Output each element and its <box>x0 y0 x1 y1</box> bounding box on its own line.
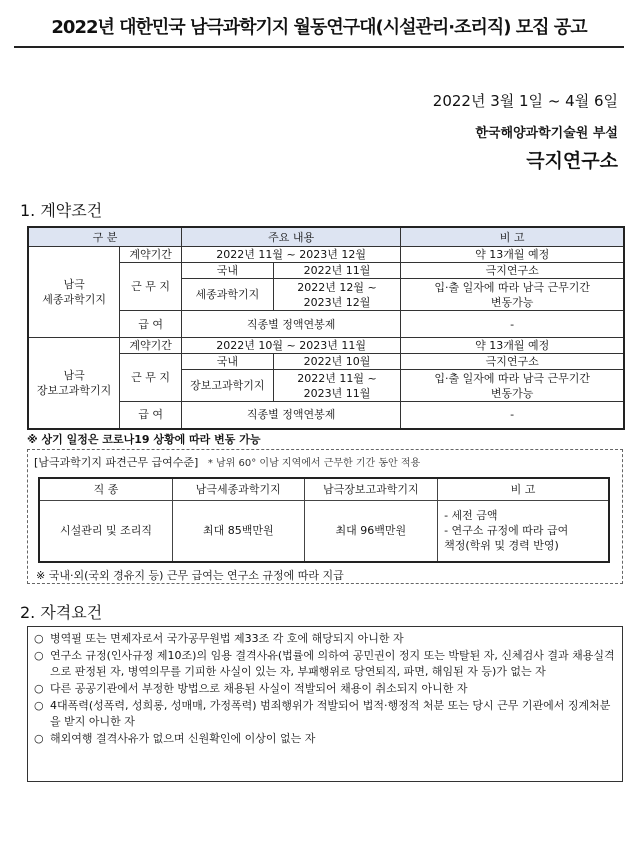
jangbogo-base-label: 남극 장보고과학기지 <box>28 338 120 429</box>
period-value: 2022년 10월 ~ 2023년 11월 <box>181 338 400 354</box>
pay-note: - <box>401 311 624 338</box>
header-job: 직 종 <box>39 478 173 500</box>
header-remarks: 비 고 <box>438 478 609 500</box>
table-header-row <box>28 227 624 247</box>
header-category: 구 분 <box>28 227 181 247</box>
requirement-text: 해외여행 결격사유가 없으며 신원확인에 이상이 없는 자 <box>50 732 316 745</box>
list-item <box>34 648 616 680</box>
list-item <box>34 631 616 647</box>
announcement-date: 2022년 3월 1일 ~ 4월 6일 <box>432 92 618 110</box>
list-item <box>34 731 616 747</box>
salary-box <box>27 449 623 584</box>
schedule-note: ※ 상기 일정은 코로나19 상황에 따라 변동 가능 <box>27 433 261 446</box>
requirement-text: 연구소 규정(인사규정 제10조)의 임용 결격사유(법률에 의하여 공민권이 정지 또는 박탈된 자, 신체검사 결과 채용실격으로 판정된 자, 병역의무를 기피한 사실이 있는 자, 부패행위로 당연퇴직, 파면, 해임된 자 등)가 없는 자 <box>50 649 615 678</box>
section-contract-heading: 1. 계약조건 <box>20 201 103 220</box>
salary-footer-note: ※ 국내·외(국외 경유지 등) 근무 급여는 연구소 규정에 따라 지급 <box>36 569 344 582</box>
base-label: 장보고과학기지 <box>181 370 273 402</box>
requirement-text: 다른 공공기관에서 부정한 방법으로 채용된 사실이 적발되어 채용이 취소되지 아니한 자 <box>50 682 468 695</box>
place-note-domestic: 극지연구소 <box>401 263 624 279</box>
bullet-icon: ○ <box>34 632 44 645</box>
domestic-value: 2022년 11월 <box>273 263 401 279</box>
salary-table <box>38 477 610 563</box>
pay-value: 직종별 정액연봉제 <box>181 402 400 429</box>
section-qualification-heading: 2. 자격요건 <box>20 603 103 622</box>
bullet-icon: ○ <box>34 682 44 695</box>
place-note-base: 입·출 일자에 따라 남극 근무기간 변동가능 <box>401 279 624 311</box>
base-value: 2022년 12월 ~ 2023년 12월 <box>273 279 401 311</box>
period-value: 2022년 11월 ~ 2023년 12월 <box>181 247 400 263</box>
salary-heading-note: * 남위 60° 이남 지역에서 근무한 기간 동안 적용 <box>207 458 421 469</box>
list-item <box>34 698 616 730</box>
pay-value: 직종별 정액연봉제 <box>181 311 400 338</box>
domestic-label: 국내 <box>181 354 273 370</box>
salary-heading <box>34 454 420 470</box>
institute-name: 극지연구소 <box>526 150 618 172</box>
page-title: 2022년 대한민국 남극과학기지 월동연구대(시설관리·조리직) 모집 공고 <box>14 10 624 48</box>
domestic-label: 국내 <box>181 263 273 279</box>
bullet-icon: ○ <box>34 649 44 662</box>
period-label: 계약기간 <box>120 338 182 354</box>
remark-regulation: - 연구소 규정에 따라 급여 책정(학위 및 경력 반영) <box>444 524 569 553</box>
base-value: 2022년 11월 ~ 2023년 11월 <box>273 370 401 402</box>
contract-table <box>27 226 625 430</box>
header-remarks: 비 고 <box>401 227 624 247</box>
place-note-base: 입·출 일자에 따라 남극 근무기간 변동가능 <box>401 370 624 402</box>
place-note-domestic: 극지연구소 <box>401 354 624 370</box>
period-note: 약 13개월 예정 <box>401 338 624 354</box>
remark-pretax: - 세전 금액 <box>444 509 498 523</box>
job-type: 시설관리 및 조리직 <box>39 500 173 562</box>
base-label: 세종과학기지 <box>181 279 273 311</box>
place-label: 근 무 지 <box>120 354 182 402</box>
salary-heading-text: [남극과학기지 파견근무 급여수준] <box>34 456 199 469</box>
period-label: 계약기간 <box>120 247 182 263</box>
requirements-box <box>27 626 623 782</box>
place-label: 근 무 지 <box>120 263 182 311</box>
bullet-icon: ○ <box>34 732 44 745</box>
pay-note: - <box>401 402 624 429</box>
pay-label: 급 여 <box>120 311 182 338</box>
period-note: 약 13개월 예정 <box>401 247 624 263</box>
sejong-pay: 최대 85백만원 <box>173 500 305 562</box>
list-item <box>34 681 616 697</box>
header-content: 주요 내용 <box>181 227 400 247</box>
sejong-base-label: 남극 세종과학기지 <box>28 247 120 338</box>
salary-remarks <box>438 500 609 562</box>
header-sejong: 남극세종과학기지 <box>173 478 305 500</box>
header-jangbogo: 남극장보고과학기지 <box>304 478 438 500</box>
pay-label: 급 여 <box>120 402 182 429</box>
domestic-value: 2022년 10월 <box>273 354 401 370</box>
jangbogo-pay: 최대 96백만원 <box>304 500 438 562</box>
organization: 한국해양과학기술원 부설 <box>475 126 618 141</box>
requirement-text: 4대폭력(성폭력, 성희롱, 성매매, 가정폭력) 범죄행위가 적발되어 법적·행정적 처분 또는 당시 근무 기관에서 징계처분을 받지 아니한 자 <box>50 699 611 728</box>
bullet-icon: ○ <box>34 699 44 712</box>
requirement-text: 병역필 또는 면제자로서 국가공무원법 제33조 각 호에 해당되지 아니한 자 <box>50 632 404 645</box>
